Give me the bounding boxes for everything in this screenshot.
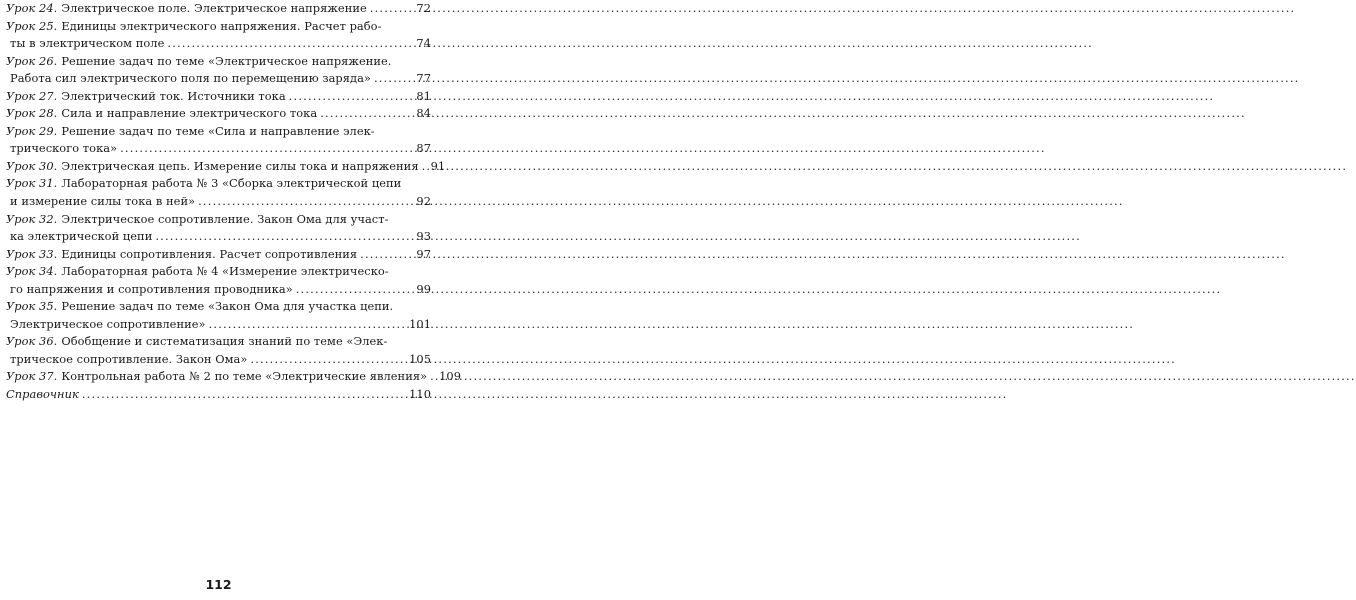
toc-entry-continuation-line — [6, 351, 431, 369]
toc-lesson-label: Урок 32. — [6, 211, 58, 226]
toc-entry-title: Единицы электрического напряжения. Расчет рабо- — [61, 18, 382, 33]
toc-entry-continuation-line — [6, 281, 431, 299]
toc-entry-continuation-line — [6, 35, 431, 53]
toc-page-number: 91 — [430, 158, 446, 173]
toc-entry-title: Лабораторная работа № 4 «Измерение электрическо- — [61, 264, 389, 279]
toc-page-number: 93 — [416, 229, 431, 244]
toc-dot-leader — [430, 368, 436, 386]
toc-page-number: 84 — [416, 106, 431, 121]
toc-entry-line — [6, 263, 431, 281]
toc-dot-leader — [370, 0, 414, 18]
toc-entry-title: ты в электрическом поле — [10, 36, 165, 51]
toc-lesson-label: Урок 35. — [6, 299, 58, 314]
toc-lesson-label: Урок 36. — [6, 334, 58, 349]
toc-dot-leader — [250, 351, 406, 369]
toc-lesson-label: Урок 28. — [6, 106, 58, 121]
toc-page-number: 74 — [416, 36, 431, 51]
toc-page-number: 101 — [409, 316, 431, 331]
toc-entry — [6, 0, 431, 18]
toc-entry-line — [6, 298, 431, 316]
toc-dot-leader — [120, 140, 413, 158]
toc-dot-leader — [422, 158, 428, 176]
toc-lesson-label: Урок 25. — [6, 18, 58, 33]
toc-page-number: 87 — [416, 141, 431, 156]
toc-entry-title: Обобщение и систематизация знаний по теме «Элек- — [61, 334, 388, 349]
toc-entry-line — [6, 246, 431, 264]
toc-entry-title: Лабораторная работа № 3 «Сборка электрической цепи — [61, 176, 402, 191]
toc-entry — [6, 263, 431, 298]
toc-lesson-label: Урок 30. — [6, 158, 58, 173]
toc-page-number: 99 — [416, 281, 431, 296]
toc-page-number: 72 — [416, 1, 431, 15]
toc-entry-line — [6, 105, 431, 123]
toc-entry — [6, 175, 431, 210]
toc-entry-continuation-line — [6, 70, 431, 88]
toc-entry-title: трического тока» — [10, 141, 118, 156]
toc-dot-leader — [82, 386, 406, 404]
toc-lesson-label: Урок 24. — [6, 1, 58, 15]
toc-lesson-label: Урок 27. — [6, 88, 58, 103]
toc-dot-leader — [374, 70, 413, 88]
toc-lesson-label: Урок 34. — [6, 264, 58, 279]
toc-entry-line — [6, 175, 431, 193]
toc-entry-title: Единицы сопротивления. Расчет сопротивления — [61, 246, 358, 261]
toc-entry-line — [6, 158, 446, 176]
toc-entry — [6, 333, 431, 368]
toc-dot-leader — [167, 35, 413, 53]
toc-entry — [6, 211, 431, 246]
toc-entry-continuation-line — [6, 193, 431, 211]
toc-entry-title: Электрический ток. Источники тока — [61, 88, 286, 103]
toc-entry — [6, 246, 431, 264]
toc-entry-title: трическое сопротивление. Закон Ома» — [10, 351, 248, 366]
toc-entry — [6, 53, 431, 88]
toc-entry-title: Электрическое сопротивление. Закон Ома для участ- — [61, 211, 389, 226]
toc-entry-title: Контрольная работа № 2 по теме «Электрические явления» — [61, 369, 428, 384]
toc-entry — [6, 158, 446, 176]
toc-page-number: 97 — [416, 246, 431, 261]
toc-entry — [6, 368, 461, 386]
table-of-contents — [6, 0, 461, 404]
toc-page-number: 81 — [416, 88, 431, 103]
toc-dot-leader — [320, 105, 413, 123]
toc-dot-leader — [155, 228, 413, 246]
toc-entry-title: Электрическое сопротивление» — [10, 316, 206, 331]
toc-entry-line — [6, 88, 431, 106]
toc-entry-title: го напряжения и сопротивления проводника» — [10, 281, 293, 296]
toc-dot-leader — [209, 316, 407, 334]
toc-dot-leader — [296, 281, 414, 299]
toc-entry-continuation-line — [6, 228, 431, 246]
toc-entry-title: Работа сил электрического поля по перемещению заряда» — [10, 71, 371, 86]
toc-entry-title: Решение задач по теме «Закон Ома для участка цепи. — [61, 299, 394, 314]
toc-page-number: 110 — [409, 387, 431, 402]
toc-page-number: 77 — [416, 71, 431, 86]
toc-entry — [6, 123, 431, 158]
toc-entry-line — [6, 53, 431, 71]
toc-entry-continuation-line — [6, 316, 431, 334]
toc-entry — [6, 298, 431, 333]
toc-lesson-label: Урок 37. — [6, 369, 58, 384]
toc-entry-line — [6, 333, 431, 351]
toc-lesson-label: Урок 26. — [6, 53, 58, 68]
toc-entry-title: ка электрической цепи — [10, 229, 153, 244]
toc-dot-leader — [360, 246, 413, 264]
toc-lesson-label: Урок 29. — [6, 123, 58, 138]
toc-entry-title: Решение задач по теме «Сила и направление элек- — [61, 123, 375, 138]
toc-dot-leader — [289, 88, 414, 106]
toc-entry-title: Электрическая цепь. Измерение силы тока и напряжения — [61, 158, 419, 173]
toc-entry-title: Сила и направление электрического тока — [61, 106, 318, 121]
toc-entry — [6, 18, 431, 53]
toc-page-number: 92 — [416, 194, 431, 209]
toc-entry — [6, 88, 431, 106]
page-number: 112 — [205, 577, 232, 592]
toc-entry-line — [6, 123, 431, 141]
toc-entry-line — [6, 386, 431, 404]
toc-entry-title: Решение задач по теме «Электрическое напряжение. — [61, 53, 392, 68]
toc-entry-line — [6, 211, 431, 229]
toc-page-number: 109 — [439, 369, 461, 384]
toc-entry-continuation-line — [6, 140, 431, 158]
toc-entry — [6, 105, 431, 123]
toc-dot-leader — [198, 193, 413, 211]
toc-lesson-label: Урок 33. — [6, 246, 58, 261]
toc-page-number: 105 — [409, 351, 431, 366]
toc-entry-line — [6, 18, 431, 36]
toc-entry-line — [6, 368, 461, 386]
toc-entry-title: и измерение силы тока в ней» — [10, 194, 196, 209]
toc-lesson-label: Урок 31. — [6, 176, 58, 191]
toc-lesson-label: Справочник — [6, 387, 79, 402]
toc-entry — [6, 386, 431, 404]
toc-entry-title: Электрическое поле. Электрическое напряжение — [61, 1, 367, 15]
toc-entry-line — [6, 0, 431, 18]
